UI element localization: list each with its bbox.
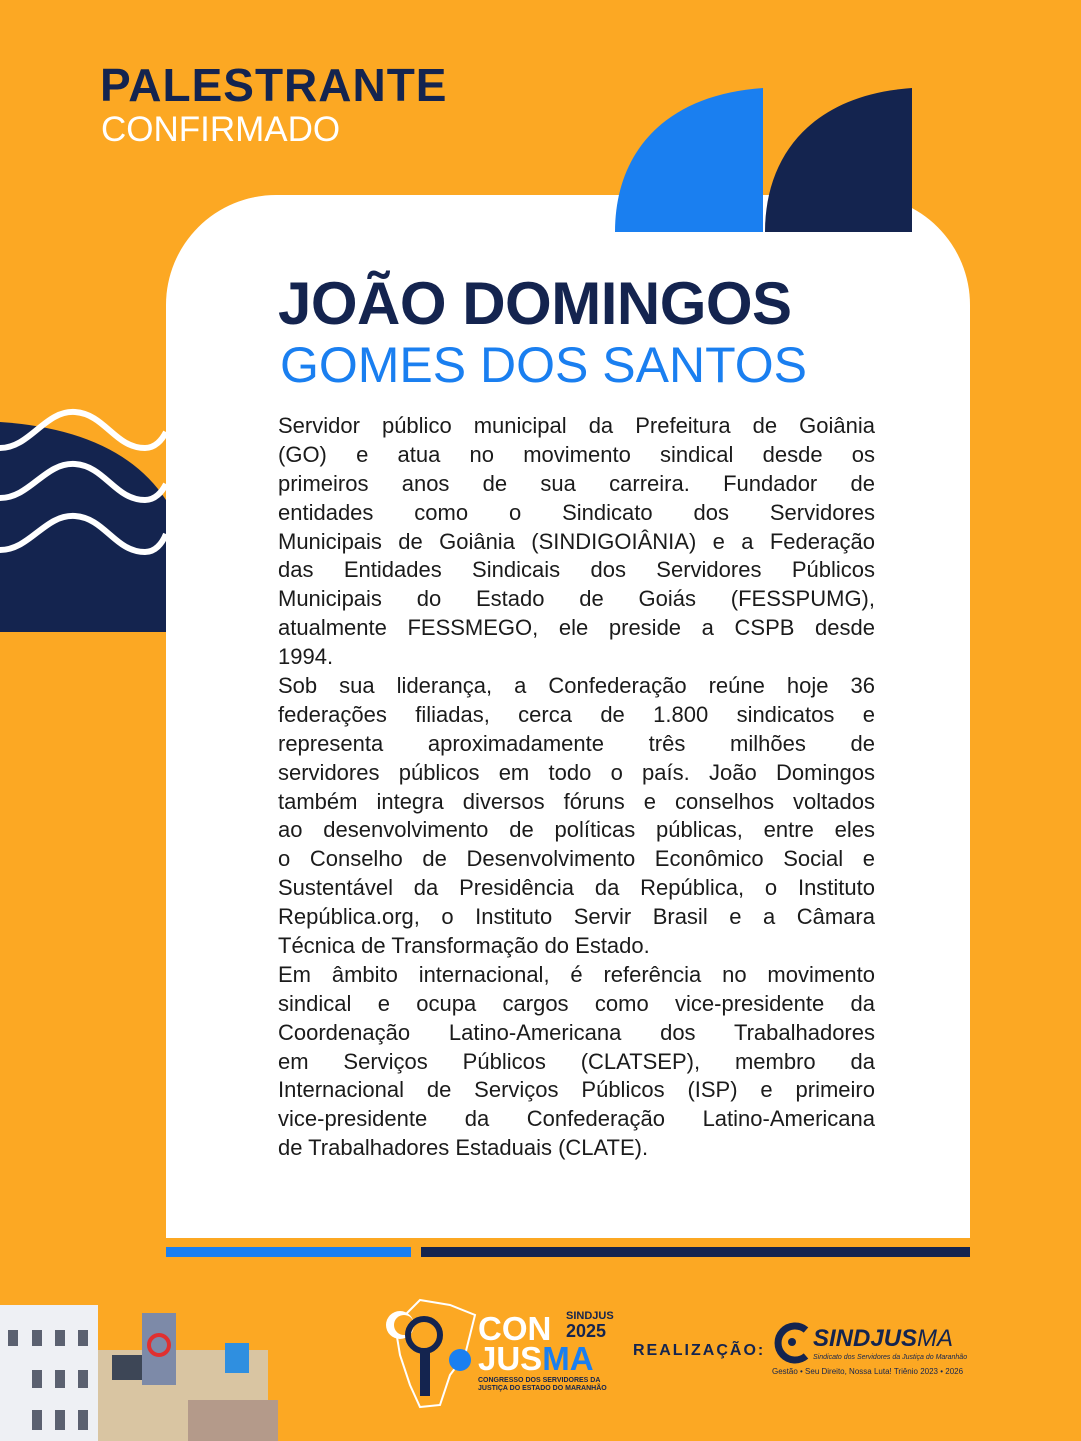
bio-line: atualmente FESSMEGO, ele preside a CSPB desde <box>278 615 875 641</box>
bio-line: Sustentável da Presidência da República, o Instituto <box>278 875 875 901</box>
bio-line: vice-presidente da Confederação Latino-Americana <box>278 1106 875 1132</box>
bio-line: 1994. <box>278 644 334 670</box>
bio-line: Internacional de Serviços Públicos (ISP) e primeiro <box>278 1077 875 1103</box>
bio-line: também integra diversos fóruns e conselhos voltados <box>278 788 875 814</box>
logo-ma: MA <box>542 1340 594 1377</box>
conjusma-emblem <box>380 1295 478 1410</box>
bio-line: Municipais do Estado de Goiás (FESSPUMG), <box>278 586 875 612</box>
conjusma-edition <box>566 1311 614 1340</box>
bio-line: federações filiadas, cerca de 1.800 sindicatos e <box>278 701 875 727</box>
speaker-first-name: JOÃO DOMINGOS <box>278 270 792 337</box>
sindjusma-subtitle: Sindicato dos Servidores da Justiça do Maranhão <box>813 1354 968 1361</box>
buildings-photo <box>0 1295 280 1441</box>
bio-line: (GO) e atua no movimento sindical desde os <box>278 441 875 467</box>
bio-line: em Serviços Públicos (CLATSEP), membro da <box>278 1048 875 1074</box>
accent-bar-blue <box>166 1247 411 1257</box>
bio-line: das Entidades Sindicais dos Servidores Públicos <box>278 557 875 583</box>
bio-line: ao desenvolvimento de políticas públicas, entre eles <box>278 817 875 843</box>
bio-line: servidores públicos em todo o país. João Domingos <box>278 759 875 785</box>
bio-line: Municipais de Goiânia (SINDIGOIÂNIA) e a Federação <box>278 528 875 554</box>
bio-line: Em âmbito internacional, é referência no movimento <box>278 961 875 987</box>
logo-year: 2025 <box>566 1321 607 1341</box>
logo-ma-text: MA <box>917 1325 954 1352</box>
bio-line: Coordenação Latino-Americana dos Trabalhadores <box>278 1019 875 1045</box>
logo-con: CON <box>478 1310 552 1347</box>
sindjusma-emblem <box>772 1322 812 1364</box>
bio-line: República.org, o Instituto Servir Brasil e a Câmara <box>278 904 875 930</box>
bio-line: sindical e ocupa cargos como vice-presidente da <box>278 990 875 1016</box>
header-title: PALESTRANTE <box>100 59 448 111</box>
bio-line: Sob sua liderança, a Confederação reúne hoje 36 <box>278 673 875 699</box>
bio-line: primeiros anos de sua carreira. Fundador de <box>278 470 875 496</box>
wave-decoration <box>0 400 170 635</box>
realizacao-label: REALIZAÇÃO: <box>633 1342 766 1359</box>
bio-line: Servidor público municipal da Prefeitura de Goiânia <box>278 413 875 438</box>
bio-line: o Conselho de Desenvolvimento Econômico Social e <box>278 846 875 872</box>
quote-mark-icon <box>612 85 917 235</box>
logo-sindjus-text: SINDJUS <box>813 1325 918 1352</box>
header-subtitle: CONFIRMADO <box>101 110 341 149</box>
speaker-bio <box>278 412 875 1163</box>
logo-sindjus: SINDJUS <box>566 1310 614 1322</box>
sindjusma-gestao: Gestão • Seu Direito, Nossa Luta! Triênio 2023 • 2026 <box>772 1367 964 1376</box>
accent-bar-navy <box>421 1247 970 1257</box>
speaker-last-name: GOMES DOS SANTOS <box>280 337 807 393</box>
bio-line: entidades como o Sindicato dos Servidores <box>278 499 875 525</box>
bio-line: Técnica de Transformação do Estado. <box>278 933 650 959</box>
conjusma-subtitle: CONGRESSO DOS SERVIDORES DA JUSTIÇA DO ESTADO DO MARANHÃO <box>478 1377 607 1392</box>
logo-jus: JUS <box>478 1340 543 1377</box>
bio-line: de Trabalhadores Estaduais (CLATE). <box>278 1135 649 1161</box>
bio-line: representa aproximadamente três milhões de <box>278 730 875 756</box>
sindjusma-logo <box>813 1326 953 1352</box>
